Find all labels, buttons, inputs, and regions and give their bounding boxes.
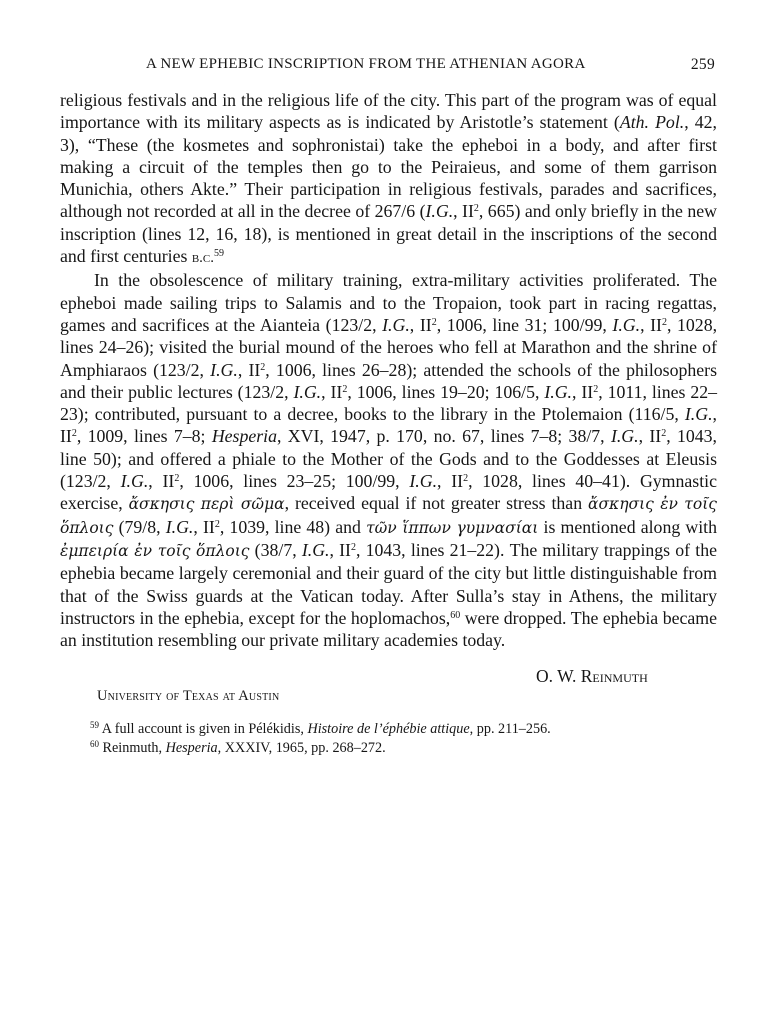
footnote-ref-60[interactable]: 60 (450, 609, 461, 621)
running-header (60, 56, 715, 80)
paragraph-1: religious festivals and in the religious life of the city. This part of the program was of equal importance with its military aspects as is indicated by Aristotle’s statement (Ath. Pol., 42, 3), “These (the kosmetes and sophronistai) take the epheboi in a body, and after first making a circuit of the temples then go to the Peiraieus, and some of them garrison Munichia, others Akte.” Their participation in religious festivals, parades and sacrifices, although not recorded at all in the decree of 267/6 (I.G., $II^2$, 665) and only briefly in the new inscription (lines 12, 16, 18), is mentioned in great detail in the inscriptions of the second and first centuries b.c.$^{59}$ (60, 90, 718, 267)
footnote-60: $^{60}$ Reinmuth, Hesperia, XXXIV, 1965, pp. 268–272. (90, 739, 386, 756)
page-number: 259 (690, 56, 715, 73)
footnotes (90, 720, 690, 758)
article-body (60, 89, 717, 651)
greek-phrase: ἄσκησις περὶ σῶμα (128, 495, 285, 514)
footnote-ref-59[interactable]: 59 (214, 248, 225, 260)
running-title: A NEW EPHEBIC INSCRIPTION FROM THE ATHENIAN AGORA (146, 56, 586, 72)
author-affiliation: University of Texas at Austin (97, 688, 280, 704)
paragraph-2: In the obsolescence of military training, extra-military activities proliferated. The epheboi made sailing trips to Salamis and to the Tropaion, took part in racing regattas, games and sacrifices at the Aianteia (123/2, I.G., $II^2$, 1006, line 31; 100/99, I.G., $II^2$, 1028, lines 24–26); visited the burial mound of the heroes who fell at Marathon and the shrine of Amphiaraos (123/2, I.G., $II^2$, 1006, lines 26–28); attended the schools of the philosophers and their public lectures (123/2, I.G., $II^2$, 1006, lines 19–20; 106/5, I.G., $II^2$, 1011, lines 22–23); contributed, pursuant to a decree, books to the library in the Ptolemaion (116/5, I.G., $II^2$, 1009, lines 7–8; Hesperia, XVI, 1947, p. 170, no. 67, lines 7–8; 38/7, I.G., $II^2$, 1043, line 50); and offered a phiale to the Mother of the Gods and to the Goddesses at Eleusis (123/2, I.G., $II^2$, 1006, lines 23–25; 100/99, I.G., $II^2$, 1028, lines 40–41). Gymnastic exercise, ἄσκησις περὶ σῶμα, received equal if not greater stress than ἄσκησις ἐν τοῖς ὅπλοις (79/8, I.G., $II^2$, 1039, line 48) and τῶν ἵππων γυμνασίαι is mentioned along with ἐμπειρία ἐν τοῖς ὅπλοις (38/7, I.G., $II^2$, 1043, lines 21–22). The military trappings of the ephebia became largely ceremonial and their guard of the city but little distinguishable from that of the Swiss guards at the Vatican today. After Sulla’s stay in Athens, the military instructors in the ephebia, except for the hoplomachos,$^{60}$ were dropped. The ephebia became an institution resembling our private military academies today. (60, 270, 718, 651)
greek-phrase: τῶν ἵππων γυμνασίαι (366, 518, 539, 537)
greek-phrase: ἄσκησις ἐν τοῖς ὅπλοις (60, 495, 717, 537)
greek-phrase: ἐμπειρία ἐν τοῖς ὅπλοις (60, 541, 250, 560)
author-signature: O. W. Reinmuth (536, 666, 648, 686)
footnote-59: $^{59}$ A full account is given in Pélékidis, Histoire de l’éphébie attique, pp. 211–256. (90, 720, 551, 737)
